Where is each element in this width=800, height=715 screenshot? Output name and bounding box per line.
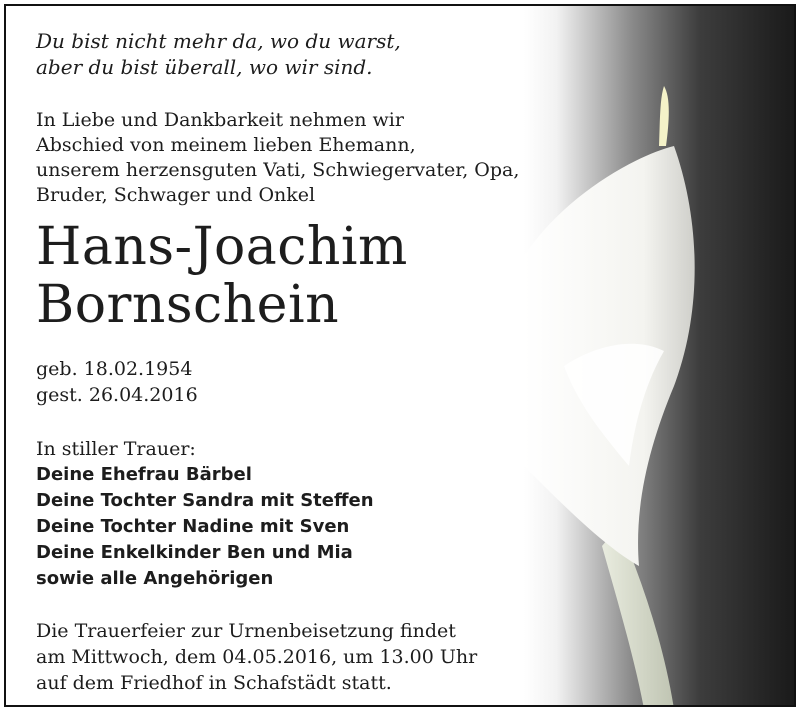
life-dates [36, 356, 556, 408]
calla-lily-icon [524, 6, 794, 707]
ceremony-line: am Mittwoch, dem 04.05.2016, um 13.00 Uhr [36, 646, 478, 668]
mourner-name: Deine Tochter Nadine mit Sven [36, 516, 350, 537]
intro-line: In Liebe und Dankbarkeit nehmen wir [36, 109, 404, 131]
mourner-name: Deine Ehefrau Bärbel [36, 464, 252, 485]
mourner-name: Deine Tochter Sandra mit Steffen [36, 490, 374, 511]
deceased-last-name: Bornschein [36, 275, 340, 335]
ceremony-line: auf dem Friedhof in Schafstädt statt. [36, 672, 392, 694]
mourner-name: sowie alle Angehörigen [36, 568, 274, 589]
calla-lily-photo [524, 6, 794, 705]
mourners-list [36, 436, 556, 592]
verse-line: aber du bist überall, wo wir sind. [36, 55, 373, 79]
deceased-name [36, 218, 556, 334]
ceremony-line: Die Trauerfeier zur Urnenbeisetzung findet [36, 620, 456, 642]
intro-line: unserem herzensguten Vati, Schwiegervater, Opa, [36, 159, 520, 181]
obituary-text [36, 28, 556, 696]
intro-line: Abschied von meinem lieben Ehemann, [36, 134, 416, 156]
farewell-intro [36, 108, 556, 208]
death-date: gest. 26.04.2016 [36, 384, 198, 406]
memorial-verse [36, 28, 556, 80]
intro-line: Bruder, Schwager und Onkel [36, 184, 316, 206]
obituary-card [4, 4, 796, 707]
mourner-name: Deine Enkelkinder Ben und Mia [36, 542, 353, 563]
ceremony-notice [36, 618, 556, 696]
deceased-first-name: Hans-Joachim [36, 217, 408, 277]
birth-date: geb. 18.02.1954 [36, 358, 193, 380]
verse-line: Du bist nicht mehr da, wo du warst, [36, 29, 401, 53]
mourners-heading: In stiller Trauer: [36, 438, 196, 460]
